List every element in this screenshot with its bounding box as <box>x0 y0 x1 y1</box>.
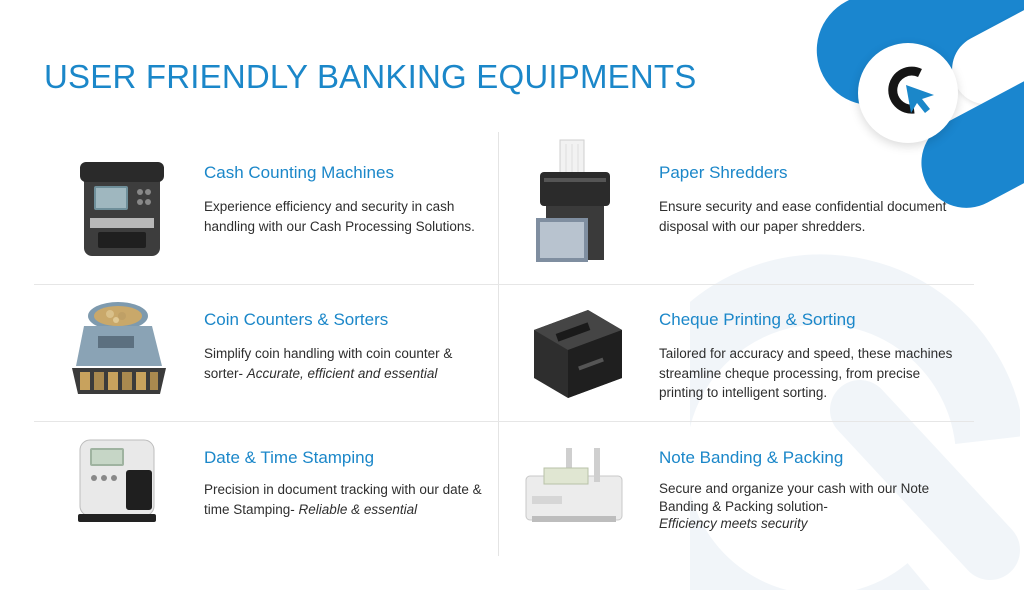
item-desc-coin-counters-italic: Accurate, efficient and essential <box>246 365 438 381</box>
brand-logo-icon <box>858 43 958 143</box>
page-title: USER FRIENDLY BANKING EQUIPMENTS <box>44 58 697 95</box>
item-title-note-banding: Note Banding & Packing <box>659 448 844 467</box>
cash-counting-machine-image <box>76 160 168 262</box>
time-stamp-machine-image <box>74 436 160 526</box>
item-desc-coin-counters: Simplify coin handling with coin counter & sorter- Accurate, efficient and essential <box>204 346 453 381</box>
brand-logo <box>858 43 958 143</box>
item-title-cash-counting: Cash Counting Machines <box>204 163 394 182</box>
item-desc-note-banding: Secure and organize your cash with our Note Banding & Packing solution- Efficiency meets security <box>659 481 930 531</box>
item-title-cheque-printing: Cheque Printing & Sorting <box>659 310 856 329</box>
item-title-coin-counters: Coin Counters & Sorters <box>204 310 389 329</box>
paper-shredder-image <box>530 138 620 268</box>
column-divider <box>498 132 499 556</box>
item-desc-date-time-stamping-italic: Reliable & essential <box>298 501 418 517</box>
item-desc-note-banding-italic: Efficiency meets security <box>659 516 808 531</box>
item-desc-paper-shredders: Ensure security and ease confidential document disposal with our paper shredders. <box>659 199 947 234</box>
cheque-printer-image <box>526 300 626 400</box>
item-title-paper-shredders: Paper Shredders <box>659 163 788 182</box>
row-divider <box>34 421 974 422</box>
coin-counter-image <box>70 296 170 406</box>
item-title-date-time-stamping: Date & Time Stamping <box>204 448 375 467</box>
item-desc-date-time-stamping: Precision in document tracking with our date & time Stamping- Reliable & essential <box>204 482 482 517</box>
note-banding-machine-image <box>524 446 624 526</box>
row-divider <box>34 284 974 285</box>
item-desc-cheque-printing: Tailored for accuracy and speed, these machines streamline cheque processing, from precise printing to intelligent sorting. <box>659 346 953 400</box>
item-desc-cash-counting: Experience efficiency and security in cash handling with our Cash Processing Solutions. <box>204 199 475 234</box>
